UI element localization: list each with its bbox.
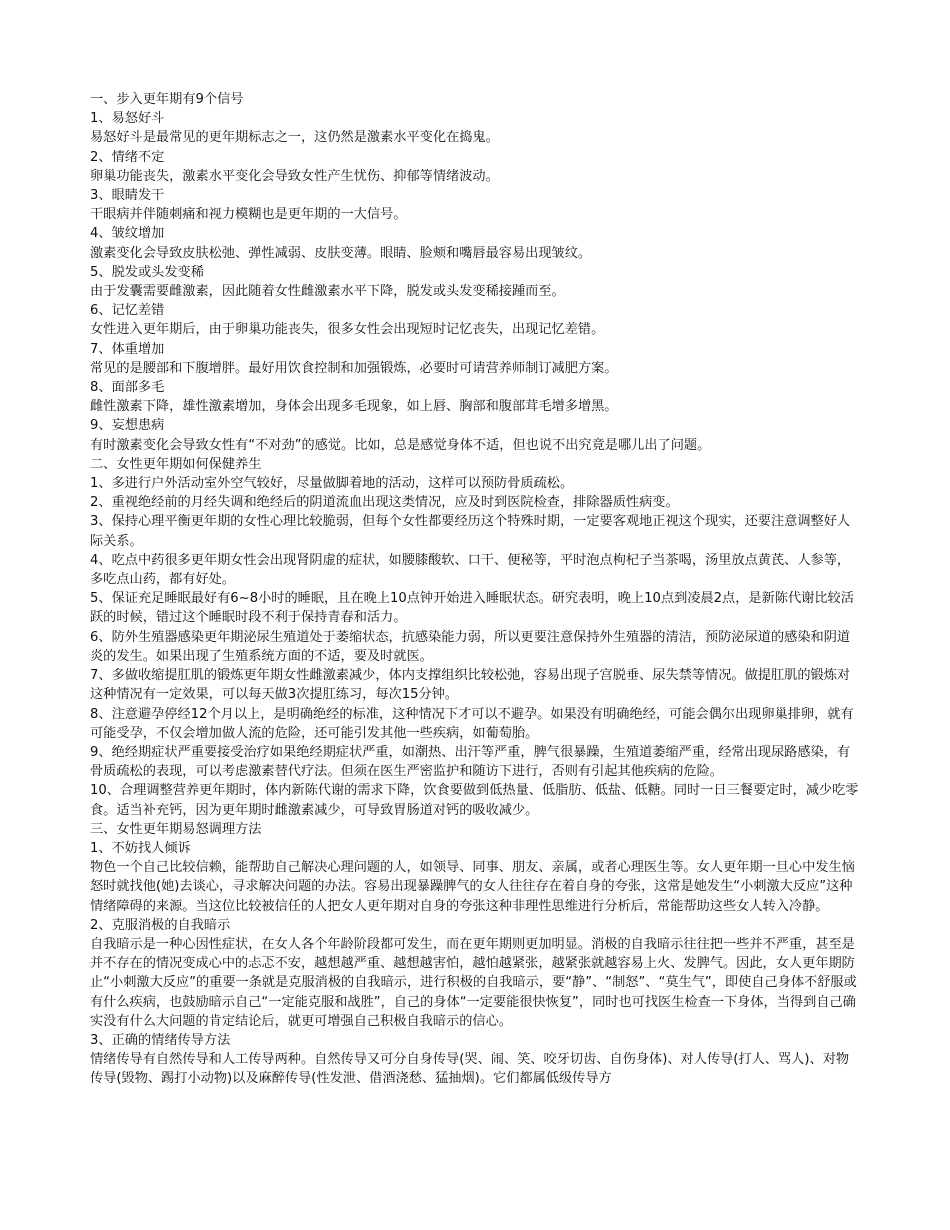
- item-heading: 5、脱发或头发变稀: [90, 264, 204, 280]
- paragraph: 激素变化会导致皮肤松弛、弹性减弱、皮肤变薄。眼睛、脸颊和嘴唇最容易出现皱纹。: [90, 245, 592, 261]
- paragraph: 雌性激素下降，雄性激素增加，身体会出现多毛现象，如上唇、胸部和腹部茸毛增多增黑。: [90, 399, 618, 415]
- paragraph: 由于发囊需要雌激素，因此随着女性雌激素水平下降，脱发或头发变稀接踵而至。: [90, 284, 565, 300]
- paragraph: 卵巢功能丧失，激素水平变化会导致女性产生忧伤、抑郁等情绪波动。: [90, 168, 499, 184]
- paragraph: 物色一个自己比较信赖，能帮助自己解决心理问题的人，如领导、同事、朋友、亲属，或者心理医生等。女人更年期一旦心中发生恼怒时就找他(她)去谈心，寻求解决问题的办法。容易出现暴躁脾气的女人往往存在着自身的夸张，这常是她发生“小刺激大反应”这种情绪障碍的来源。当这位比较被信任的人把女人更年期对自身的夸张这种非理性思维进行分析后，常能帮助这些女人转入冷静。: [90, 860, 855, 914]
- paragraph: 3、保持心理平衡更年期的女性心理比较脆弱，但每个女性都要经历这个特殊时期，一定要客观地正视这个现实，还要注意调整好人际关系。: [90, 514, 851, 549]
- item-heading: 6、记忆差错: [90, 303, 165, 319]
- paragraph: 7、多做收缩提肛肌的锻炼更年期女性雌激素减少，体内支撑组织比较松弛，容易出现子宫脱垂、尿失禁等情况。做提肛肌的锻炼对这种情况有一定效果，可以每天做3次提肛练习，每次15分钟。: [90, 668, 851, 703]
- paragraph: 6、防外生殖器感染更年期泌尿生殖道处于萎缩状态，抗感染能力弱，所以更要注意保持外生殖器的清洁，预防泌尿道的感染和阴道炎的发生。如果出现了生殖系统方面的不适，要及时就医。: [90, 629, 851, 664]
- item-heading: 1、易怒好斗: [90, 111, 165, 127]
- paragraph: 情绪传导有自然传导和人工传导两种。自然传导又可分自身传导(哭、闹、笑、咬牙切齿、自伤身体)、对人传导(打人、骂人)、对物传导(毁物、踢打小动物)以及麻醉传导(性发泄、借酒浇愁、猛抽烟)。它们都属低级传导方: [90, 1052, 850, 1087]
- item-heading: 2、情绪不定: [90, 149, 165, 165]
- paragraph: 8、注意避孕停经12个月以上，是明确绝经的标准，这种情况下才可以不避孕。如果没有明确绝经，可能会偶尔出现卵巢排卵，就有可能受孕，不仅会增加做人流的危险，还可能引发其他一些疾病，如葡萄胎。: [90, 706, 854, 741]
- section-heading-signals: 一、步入更年期有9个信号: [90, 92, 244, 107]
- paragraph: 有时激素变化会导致女性有“不对劲”的感觉。比如，总是感觉身体不适，但也说不出究竟是哪儿出了问题。: [90, 437, 711, 453]
- paragraph: 常见的是腰部和下腹增胖。最好用饮食控制和加强锻炼，必要时可请营养师制订减肥方案。: [90, 360, 618, 376]
- paragraph: 4、吃点中药很多更年期女性会出现肾阴虚的症状，如腰膝酸软、口干、便秘等，平时泡点枸杞子当茶喝，汤里放点黄芪、人参等，多吃点山药，都有好处。: [90, 552, 851, 588]
- paragraph: 女性进入更年期后，由于卵巢功能丧失，很多女性会出现短时记忆丧失，出现记忆差错。: [90, 322, 605, 338]
- item-heading: 8、面部多毛: [90, 380, 165, 396]
- paragraph: 自我暗示是一种心因性症状，在女人各个年龄阶段都可发生，而在更年期则更加明显。消极的自我暗示往往把一些并不严重，甚至是并不存在的情况变成心中的忐忑不安，越想越严重、越想越害怕，越怕越紧张，越紧张就越容易上火、发脾气。因此，女人更年期防止“小刺激大反应”的重要一条就是克服消极的自我暗示，进行积极的自我暗示，要“静”、“制怒”、“莫生气”，即使自己身体不舒服或有什么疾病，也鼓励暗示自己“一定能克服和战胜”，自己的身体“一定要能很快恢复”，同时也可找医生检查一下身体，当得到自己确实没有什么大问题的肯定结论后，就更可增强自己积极自我暗示的信心。: [90, 936, 857, 1029]
- paragraph: 干眼病并伴随刺痛和视力模糊也是更年期的一大信号。: [90, 207, 407, 223]
- paragraph: 1、多进行户外活动室外空气较好，尽量做脚着地的活动，这样可以预防骨质疏松。: [90, 476, 574, 492]
- item-heading: 7、体重增加: [90, 341, 165, 357]
- item-heading: 2、克服消极的自我暗示: [90, 917, 231, 933]
- item-heading: 9、妄想患病: [90, 418, 165, 434]
- section-heading-health: 二、女性更年期如何保健养生: [90, 456, 262, 472]
- section-heading-anger: 三、女性更年期易怒调理方法: [90, 821, 262, 837]
- paragraph: 9、绝经期症状严重要接受治疗如果绝经期症状严重，如潮热、出汗等严重，脾气很暴躁，生殖道萎缩严重，经常出现尿路感染，有骨质疏松的表现，可以考虑激素替代疗法。但须在医生严密监护和随访下进行，否则有引起其他疾病的危险。: [90, 744, 851, 780]
- item-heading: 3、眼睛发干: [90, 188, 165, 204]
- item-heading: 3、正确的情绪传导方法: [90, 1032, 231, 1048]
- paragraph: 5、保证充足睡眠最好有6~8小时的睡眠，且在晚上10点钟开始进入睡眠状态。研究表明，晚上10点到凌晨2点，是新陈代谢比较活跃的时候，错过这个睡眠时段不利于保持青春和活力。: [90, 591, 854, 626]
- item-heading: 4、皱纹增加: [90, 226, 165, 242]
- paragraph: 易怒好斗是最常见的更年期标志之一，这仍然是激素水平变化在捣鬼。: [90, 130, 499, 146]
- paragraph: 10、合理调整营养更年期时，体内新陈代谢的需求下降，饮食要做到低热量、低脂肪、低盐、低糖。同时一日三餐要定时，减少吃零食。适当补充钙，因为更年期时雌激素减少，可导致胃肠道对钙的吸收减少。: [90, 783, 859, 818]
- paragraph: 2、重视绝经前的月经失调和绝经后的阴道流血出现这类情况，应及时到医院检查，排除器质性病变。: [90, 495, 679, 511]
- item-heading: 1、不妨找人倾诉: [90, 840, 191, 856]
